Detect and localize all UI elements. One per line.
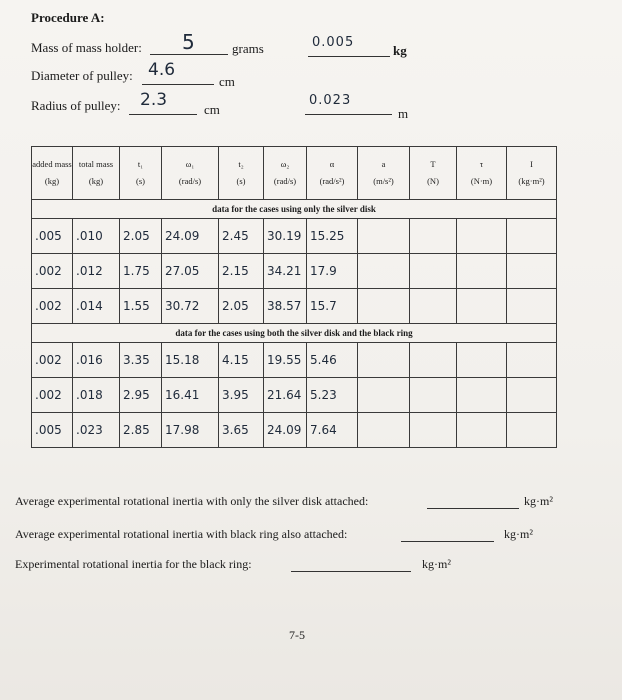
- cell-value: 17.98: [165, 422, 200, 437]
- mass-holder-kg-blank: [308, 56, 390, 57]
- table-cell: [457, 289, 507, 324]
- table-cell: [120, 378, 162, 413]
- ring-inertia-label: Experimental rotational inertia for the black ring:: [15, 557, 252, 571]
- table-cell: [73, 289, 120, 324]
- cell-value: .002: [35, 387, 62, 402]
- header-row: [32, 147, 557, 200]
- table-cell: [264, 378, 307, 413]
- column-header-unit: (kg): [44, 176, 60, 186]
- table-cell: [162, 378, 219, 413]
- radius-m-blank: [305, 114, 392, 115]
- cell-value: .016: [76, 352, 103, 367]
- column-header-unit: (rad/s²): [319, 176, 345, 186]
- diameter-blank: [142, 84, 214, 85]
- cell-value: .002: [35, 298, 62, 313]
- avg-ring-label: Average experimental rotational inertia with black ring also attached:: [15, 527, 348, 541]
- ring-inertia-blank: [291, 571, 411, 572]
- cell-value: [410, 229, 413, 243]
- column-header: [457, 147, 507, 200]
- mass-holder-label: Mass of mass holder:: [31, 40, 142, 55]
- page-number: 7-5: [289, 628, 305, 642]
- table-cell: [120, 289, 162, 324]
- table-cell: [358, 413, 410, 448]
- radius-m: m: [398, 106, 409, 121]
- column-header-name: τ: [479, 159, 484, 169]
- table-cell: [410, 343, 457, 378]
- cell-value: [358, 423, 361, 437]
- table-cell: [219, 413, 264, 448]
- cell-value: 30.19: [267, 228, 302, 243]
- mass-holder-converted: 0.005: [312, 35, 355, 50]
- table-cell: [73, 254, 120, 289]
- cell-value: [457, 229, 460, 243]
- column-header-unit: (m/s²): [373, 176, 394, 186]
- cell-value: [410, 423, 413, 437]
- cell-value: [410, 388, 413, 402]
- table-cell: [410, 219, 457, 254]
- table-cell: [410, 378, 457, 413]
- column-header: [410, 147, 457, 200]
- cell-value: 2.05: [123, 228, 150, 243]
- table-cell: [264, 413, 307, 448]
- table-cell: [507, 289, 557, 324]
- cell-value: 4.15: [222, 352, 249, 367]
- table-cell: [32, 219, 73, 254]
- column-header-unit: (N): [427, 176, 439, 186]
- cell-value: [457, 388, 460, 402]
- cell-value: 2.45: [222, 228, 249, 243]
- radius-unit: cm: [204, 102, 220, 117]
- avg-ring-blank: [401, 541, 494, 542]
- cell-value: 2.15: [222, 263, 249, 278]
- cell-value: .023: [76, 422, 103, 437]
- cell-value: .002: [35, 263, 62, 278]
- avg-ring-unit: kg·m²: [504, 527, 533, 541]
- data-table: [31, 146, 557, 448]
- cell-value: 2.95: [123, 387, 150, 402]
- column-header-name: t₂: [238, 159, 244, 169]
- column-header-unit: (rad/s): [178, 176, 202, 186]
- cell-value: 21.64: [267, 387, 302, 402]
- column-header-unit: (kg·m²): [518, 176, 545, 186]
- table-row: [32, 219, 557, 254]
- cell-value: [358, 264, 361, 278]
- table-row: [32, 254, 557, 289]
- mass-holder-value: 5: [182, 30, 195, 54]
- table-cell: [410, 254, 457, 289]
- table-cell: [307, 254, 358, 289]
- table-cell: [358, 289, 410, 324]
- table-row: [32, 343, 557, 378]
- table-cell: [264, 289, 307, 324]
- table-cell: [219, 254, 264, 289]
- table-cell: [264, 219, 307, 254]
- radius-value: 2.3: [140, 90, 168, 110]
- table-cell: [32, 254, 73, 289]
- column-header-name: T: [430, 159, 436, 169]
- column-header-name: ω₁: [185, 159, 195, 169]
- cell-value: 7.64: [310, 422, 337, 437]
- table-cell: [507, 343, 557, 378]
- table-cell: [507, 413, 557, 448]
- table-cell: [32, 289, 73, 324]
- cell-value: 34.21: [267, 263, 302, 278]
- diameter-label: Diameter of pulley:: [31, 68, 133, 83]
- table-cell: [219, 219, 264, 254]
- cell-value: .005: [35, 422, 62, 437]
- column-header-name: added mass: [32, 159, 72, 169]
- cell-value: 3.35: [123, 352, 150, 367]
- table-cell: [73, 378, 120, 413]
- cell-value: [358, 229, 361, 243]
- column-header: [73, 147, 120, 200]
- column-header-unit: (s): [236, 176, 246, 186]
- section-row: [32, 200, 557, 219]
- table-cell: [120, 343, 162, 378]
- cell-value: [507, 353, 510, 367]
- cell-value: 30.72: [165, 298, 200, 313]
- cell-value: [507, 229, 510, 243]
- cell-value: 16.41: [165, 387, 200, 402]
- table-cell: [120, 254, 162, 289]
- cell-value: [507, 423, 510, 437]
- table-cell: [307, 413, 358, 448]
- diameter-unit: cm: [219, 74, 235, 89]
- radius-blank: [129, 114, 197, 115]
- column-header: [507, 147, 557, 200]
- section-title: data for the cases using only the silver disk: [32, 200, 557, 219]
- table-cell: [162, 254, 219, 289]
- cell-value: 3.95: [222, 387, 249, 402]
- table-cell: [457, 254, 507, 289]
- table-cell: [507, 254, 557, 289]
- column-header-unit: (rad/s): [273, 176, 297, 186]
- table-cell: [120, 413, 162, 448]
- column-header: [219, 147, 264, 200]
- cell-value: 3.65: [222, 422, 249, 437]
- table-cell: [162, 413, 219, 448]
- table-cell: [32, 343, 73, 378]
- table-cell: [358, 219, 410, 254]
- table-cell: [410, 413, 457, 448]
- cell-value: [457, 353, 460, 367]
- avg-silver-unit: kg·m²: [524, 494, 553, 508]
- procedure-title: Procedure A:: [31, 10, 105, 25]
- cell-value: 1.55: [123, 298, 150, 313]
- radius-label: Radius of pulley:: [31, 98, 121, 113]
- table-cell: [162, 219, 219, 254]
- table-cell: [457, 219, 507, 254]
- table-cell: [457, 378, 507, 413]
- cell-value: .005: [35, 228, 62, 243]
- cell-value: [457, 299, 460, 313]
- cell-value: 17.9: [310, 263, 337, 278]
- cell-value: [358, 353, 361, 367]
- cell-value: 27.05: [165, 263, 200, 278]
- avg-silver-label: Average experimental rotational inertia with only the silver disk attached:: [15, 494, 369, 508]
- cell-value: 5.23: [310, 387, 337, 402]
- table-cell: [219, 343, 264, 378]
- table-cell: [307, 219, 358, 254]
- table-cell: [219, 289, 264, 324]
- cell-value: .018: [76, 387, 103, 402]
- cell-value: 38.57: [267, 298, 302, 313]
- column-header: [358, 147, 410, 200]
- column-header: [307, 147, 358, 200]
- cell-value: [507, 264, 510, 278]
- column-header-name: α: [329, 159, 335, 169]
- column-header: [162, 147, 219, 200]
- section-row: [32, 324, 557, 343]
- column-header-unit: (kg): [88, 176, 104, 186]
- section-title: data for the cases using both the silver disk and the black ring: [32, 324, 557, 343]
- mass-holder-kg: kg: [393, 43, 407, 58]
- table-cell: [73, 413, 120, 448]
- column-header-name: ω₂: [280, 159, 290, 169]
- table-cell: [264, 343, 307, 378]
- column-header: [32, 147, 73, 200]
- cell-value: [410, 264, 413, 278]
- table-cell: [73, 219, 120, 254]
- cell-value: .012: [76, 263, 103, 278]
- cell-value: .010: [76, 228, 103, 243]
- column-header-name: total mass: [78, 159, 114, 169]
- table-row: [32, 413, 557, 448]
- column-header-unit: (N·m): [470, 176, 493, 186]
- cell-value: 15.7: [310, 298, 337, 313]
- column-header-unit: (s): [136, 176, 145, 186]
- cell-value: [358, 388, 361, 402]
- table-cell: [507, 378, 557, 413]
- table-cell: [162, 289, 219, 324]
- table-cell: [162, 343, 219, 378]
- cell-value: 15.18: [165, 352, 200, 367]
- table-cell: [32, 413, 73, 448]
- table-cell: [219, 378, 264, 413]
- cell-value: .002: [35, 352, 62, 367]
- table-cell: [410, 289, 457, 324]
- table-cell: [307, 343, 358, 378]
- table-cell: [457, 413, 507, 448]
- cell-value: 2.85: [123, 422, 150, 437]
- column-header-name: t₁: [137, 159, 144, 169]
- cell-value: [358, 299, 361, 313]
- cell-value: 5.46: [310, 352, 337, 367]
- cell-value: [457, 264, 460, 278]
- ring-inertia-unit: kg·m²: [422, 557, 451, 571]
- table-cell: [264, 254, 307, 289]
- table-cell: [307, 289, 358, 324]
- cell-value: [507, 299, 510, 313]
- table-cell: [507, 219, 557, 254]
- cell-value: [457, 423, 460, 437]
- cell-value: [410, 299, 413, 313]
- mass-holder-unit: grams: [232, 41, 264, 56]
- mass-holder-blank: [150, 54, 228, 55]
- cell-value: [410, 353, 413, 367]
- avg-silver-blank: [427, 508, 519, 509]
- table-cell: [73, 343, 120, 378]
- diameter-value: 4.6: [148, 60, 176, 80]
- column-header-name: I: [530, 159, 533, 169]
- cell-value: 2.05: [222, 298, 249, 313]
- table-cell: [358, 343, 410, 378]
- table-cell: [307, 378, 358, 413]
- radius-converted: 0.023: [309, 93, 352, 108]
- cell-value: [507, 388, 510, 402]
- table-row: [32, 378, 557, 413]
- table-row: [32, 289, 557, 324]
- cell-value: .014: [76, 298, 103, 313]
- table-cell: [358, 254, 410, 289]
- column-header-name: a: [381, 159, 386, 169]
- cell-value: 24.09: [267, 422, 302, 437]
- table-cell: [358, 378, 410, 413]
- table-cell: [457, 343, 507, 378]
- cell-value: 19.55: [267, 352, 302, 367]
- column-header: [264, 147, 307, 200]
- cell-value: 15.25: [310, 228, 345, 243]
- column-header: [120, 147, 162, 200]
- cell-value: 1.75: [123, 263, 150, 278]
- table-cell: [120, 219, 162, 254]
- cell-value: 24.09: [165, 228, 200, 243]
- table-cell: [32, 378, 73, 413]
